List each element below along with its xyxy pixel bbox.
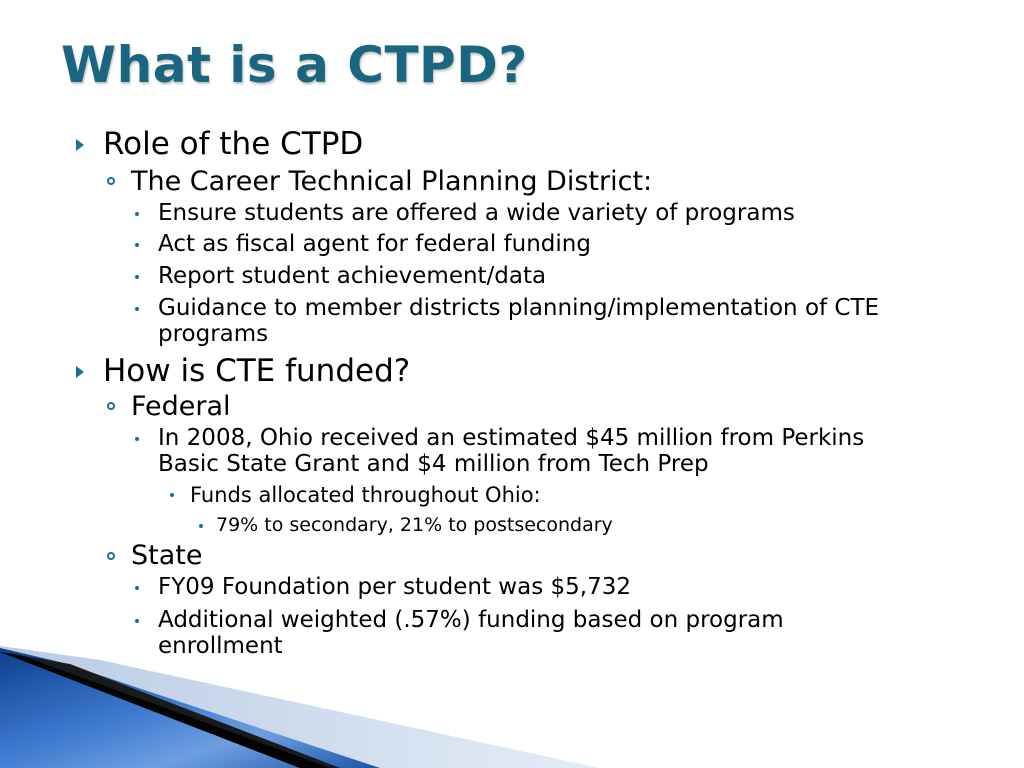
dot-bullet-icon bbox=[135, 275, 139, 279]
subheading-federal: Federal bbox=[131, 391, 231, 422]
list-item-continuation: Basic State Grant and $4 million from Tech Prep bbox=[158, 451, 709, 477]
dot-bullet-icon bbox=[135, 437, 139, 441]
list-item: FY09 Foundation per student was $5,732 bbox=[158, 574, 631, 600]
dot-bullet-icon bbox=[135, 307, 139, 311]
list-item: Report student achievement/data bbox=[158, 263, 547, 289]
list-item-continuation: programs bbox=[158, 321, 269, 347]
list-item: Additional weighted (.57%) funding based on program bbox=[158, 607, 784, 633]
list-subsubitem: 79% to secondary, 21% to postsecondary bbox=[216, 514, 613, 536]
slide-title: What is a CTPD? bbox=[61, 36, 528, 94]
list-item: Guidance to member districts planning/implementation of CTE bbox=[158, 295, 880, 321]
dot-bullet-icon bbox=[135, 586, 139, 590]
section-heading-funding: How is CTE funded? bbox=[103, 353, 411, 389]
list-item: Act as fiscal agent for federal funding bbox=[158, 231, 591, 257]
ring-bullet-icon bbox=[107, 402, 115, 410]
list-subitem: Funds allocated throughout Ohio: bbox=[190, 483, 541, 507]
list-item: Ensure students are offered a wide variety of programs bbox=[158, 200, 795, 226]
triangle-bullet-icon bbox=[76, 139, 84, 151]
dot-bullet-icon bbox=[135, 212, 139, 216]
dot-bullet-icon bbox=[170, 493, 174, 497]
dot-bullet-icon bbox=[135, 619, 139, 623]
ring-bullet-icon bbox=[107, 552, 115, 560]
dot-bullet-icon bbox=[199, 524, 203, 528]
dot-bullet-icon bbox=[135, 243, 139, 247]
list-item-continuation: enrollment bbox=[158, 633, 283, 659]
subheading-state: State bbox=[131, 540, 203, 571]
list-item: In 2008, Ohio received an estimated $45 million from Perkins bbox=[158, 425, 865, 451]
subheading-ctpd: The Career Technical Planning District: bbox=[131, 166, 653, 197]
section-heading-role: Role of the CTPD bbox=[103, 126, 364, 162]
ring-bullet-icon bbox=[107, 177, 115, 185]
triangle-bullet-icon bbox=[76, 366, 84, 378]
